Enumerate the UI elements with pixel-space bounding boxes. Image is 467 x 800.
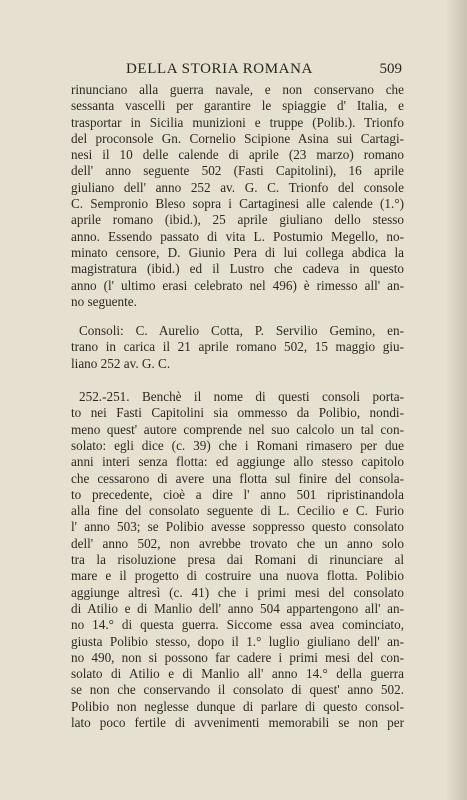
paragraph-3 <box>71 389 404 731</box>
text-line: se non che conservando il consolato di quest' anno 502. <box>71 682 404 698</box>
body-text <box>71 82 404 731</box>
text-line: dell' anno 502, non avrebbe trovato che un anno solo <box>71 535 404 551</box>
text-line: giusta Polibio stesso, dopo il 1.° luglio giuliano dell' an- <box>71 633 404 649</box>
text-line: no seguente. <box>71 293 137 309</box>
text-line: anno (l' ultimo erasi celebrato nel 496) è rimesso all' an- <box>71 277 404 293</box>
text-line: nesi il 10 delle calende di aprile (23 marzo) romano <box>71 147 404 163</box>
text-line: rinunciano alla guerra navale, e non conservano che <box>71 82 404 97</box>
text-line: mare e il progetto di costruire una nuova flotta. Polibio <box>71 568 404 584</box>
text-line: lato poco fertile di avvenimenti memorabili se non per <box>71 714 404 730</box>
paragraph-2 <box>71 323 404 372</box>
text-line: anni interi senza flotta: ed aggiunge allo stesso capitolo <box>71 454 404 470</box>
text-line: l' anno 503; se Polibio avesse soppresso questo consolato <box>71 519 404 535</box>
text-line: C. Sempronio Bleso sopra i Cartaginesi alle calende (1.°) <box>71 196 404 212</box>
text-line: solato: egli dice (c. 39) che i Romani rimasero per due <box>71 437 404 453</box>
text-line: trasportar in Sicilia munizioni e truppe (Polib.). Trionfo <box>71 114 404 130</box>
text-line: aprile romano (ibid.), 25 aprile giuliano dello stesso <box>71 212 404 228</box>
text-line: dell' anno seguente 502 (Fasti Capitolini), 16 aprile <box>71 163 404 179</box>
text-line: aggiunge altresì (c. 41) che i primi mesi del consolato <box>71 584 404 600</box>
text-line: di Atilio e di Manlio dell' anno 504 appartengono all' an- <box>71 600 404 616</box>
text-line: che cessarono di avere una flotta sul finire del consola- <box>71 470 404 486</box>
text-line: sessanta vascelli per garantire le spiaggie d' Italia, e <box>71 98 404 114</box>
page-header <box>72 61 402 81</box>
text-line: no 490, non si possono far cadere i primi mesi del con- <box>71 649 404 665</box>
text-line: no 14.° di questa guerra. Siccome essa avea cominciato, <box>71 617 404 633</box>
text-line: 252.-251. Benchè il nome di questi consoli porta- <box>79 389 404 405</box>
text-line: trano in carica il 21 aprile romano 502, 15 maggio giu- <box>71 339 404 355</box>
page-number: 509 <box>379 61 402 77</box>
text-line: to nei Fasti Capitolini sia ommesso da Polibio, nondi- <box>71 405 404 421</box>
running-head: DELLA STORIA ROMANA <box>126 61 313 77</box>
paragraph-1 <box>71 82 404 310</box>
text-line: del proconsole Gn. Cornelio Scipione Asina sui Cartagi- <box>71 130 404 146</box>
paragraph-gap <box>71 310 404 323</box>
text-line: magistratura (ibid.) ed il Lustro che cadeva in questo <box>71 261 404 277</box>
text-line: anno. Essendo passato di vita L. Postumio Megello, no- <box>71 228 404 244</box>
text-line: meno quest' autore comprende nel suo calcolo un tal con- <box>71 421 404 437</box>
paragraph-gap <box>71 372 404 389</box>
text-line: minato censore, D. Giunio Pera di lui collega abdica la <box>71 244 404 260</box>
text-line: giuliano dell' anno 252 av. G. C. Trionfo del console <box>71 179 404 195</box>
text-line: Polibio non neglesse dunque di parlare di questo consol- <box>71 698 404 714</box>
page-shadow <box>445 0 467 800</box>
text-line: solato di Atilio e di Manlio all' anno 14.° della guerra <box>71 666 404 682</box>
text-line: alla fine del consolato seguente di L. Cecilio e C. Furio <box>71 503 404 519</box>
text-line: to precedente, cioè a dire l' anno 501 ripristinandola <box>71 486 404 502</box>
text-line: tra la risoluzione presa dai Romani di rinunciare al <box>71 552 404 568</box>
text-line: liano 252 av. G. C. <box>71 355 171 371</box>
text-line: Consoli: C. Aurelio Cotta, P. Servilio Gemino, en- <box>79 323 404 339</box>
